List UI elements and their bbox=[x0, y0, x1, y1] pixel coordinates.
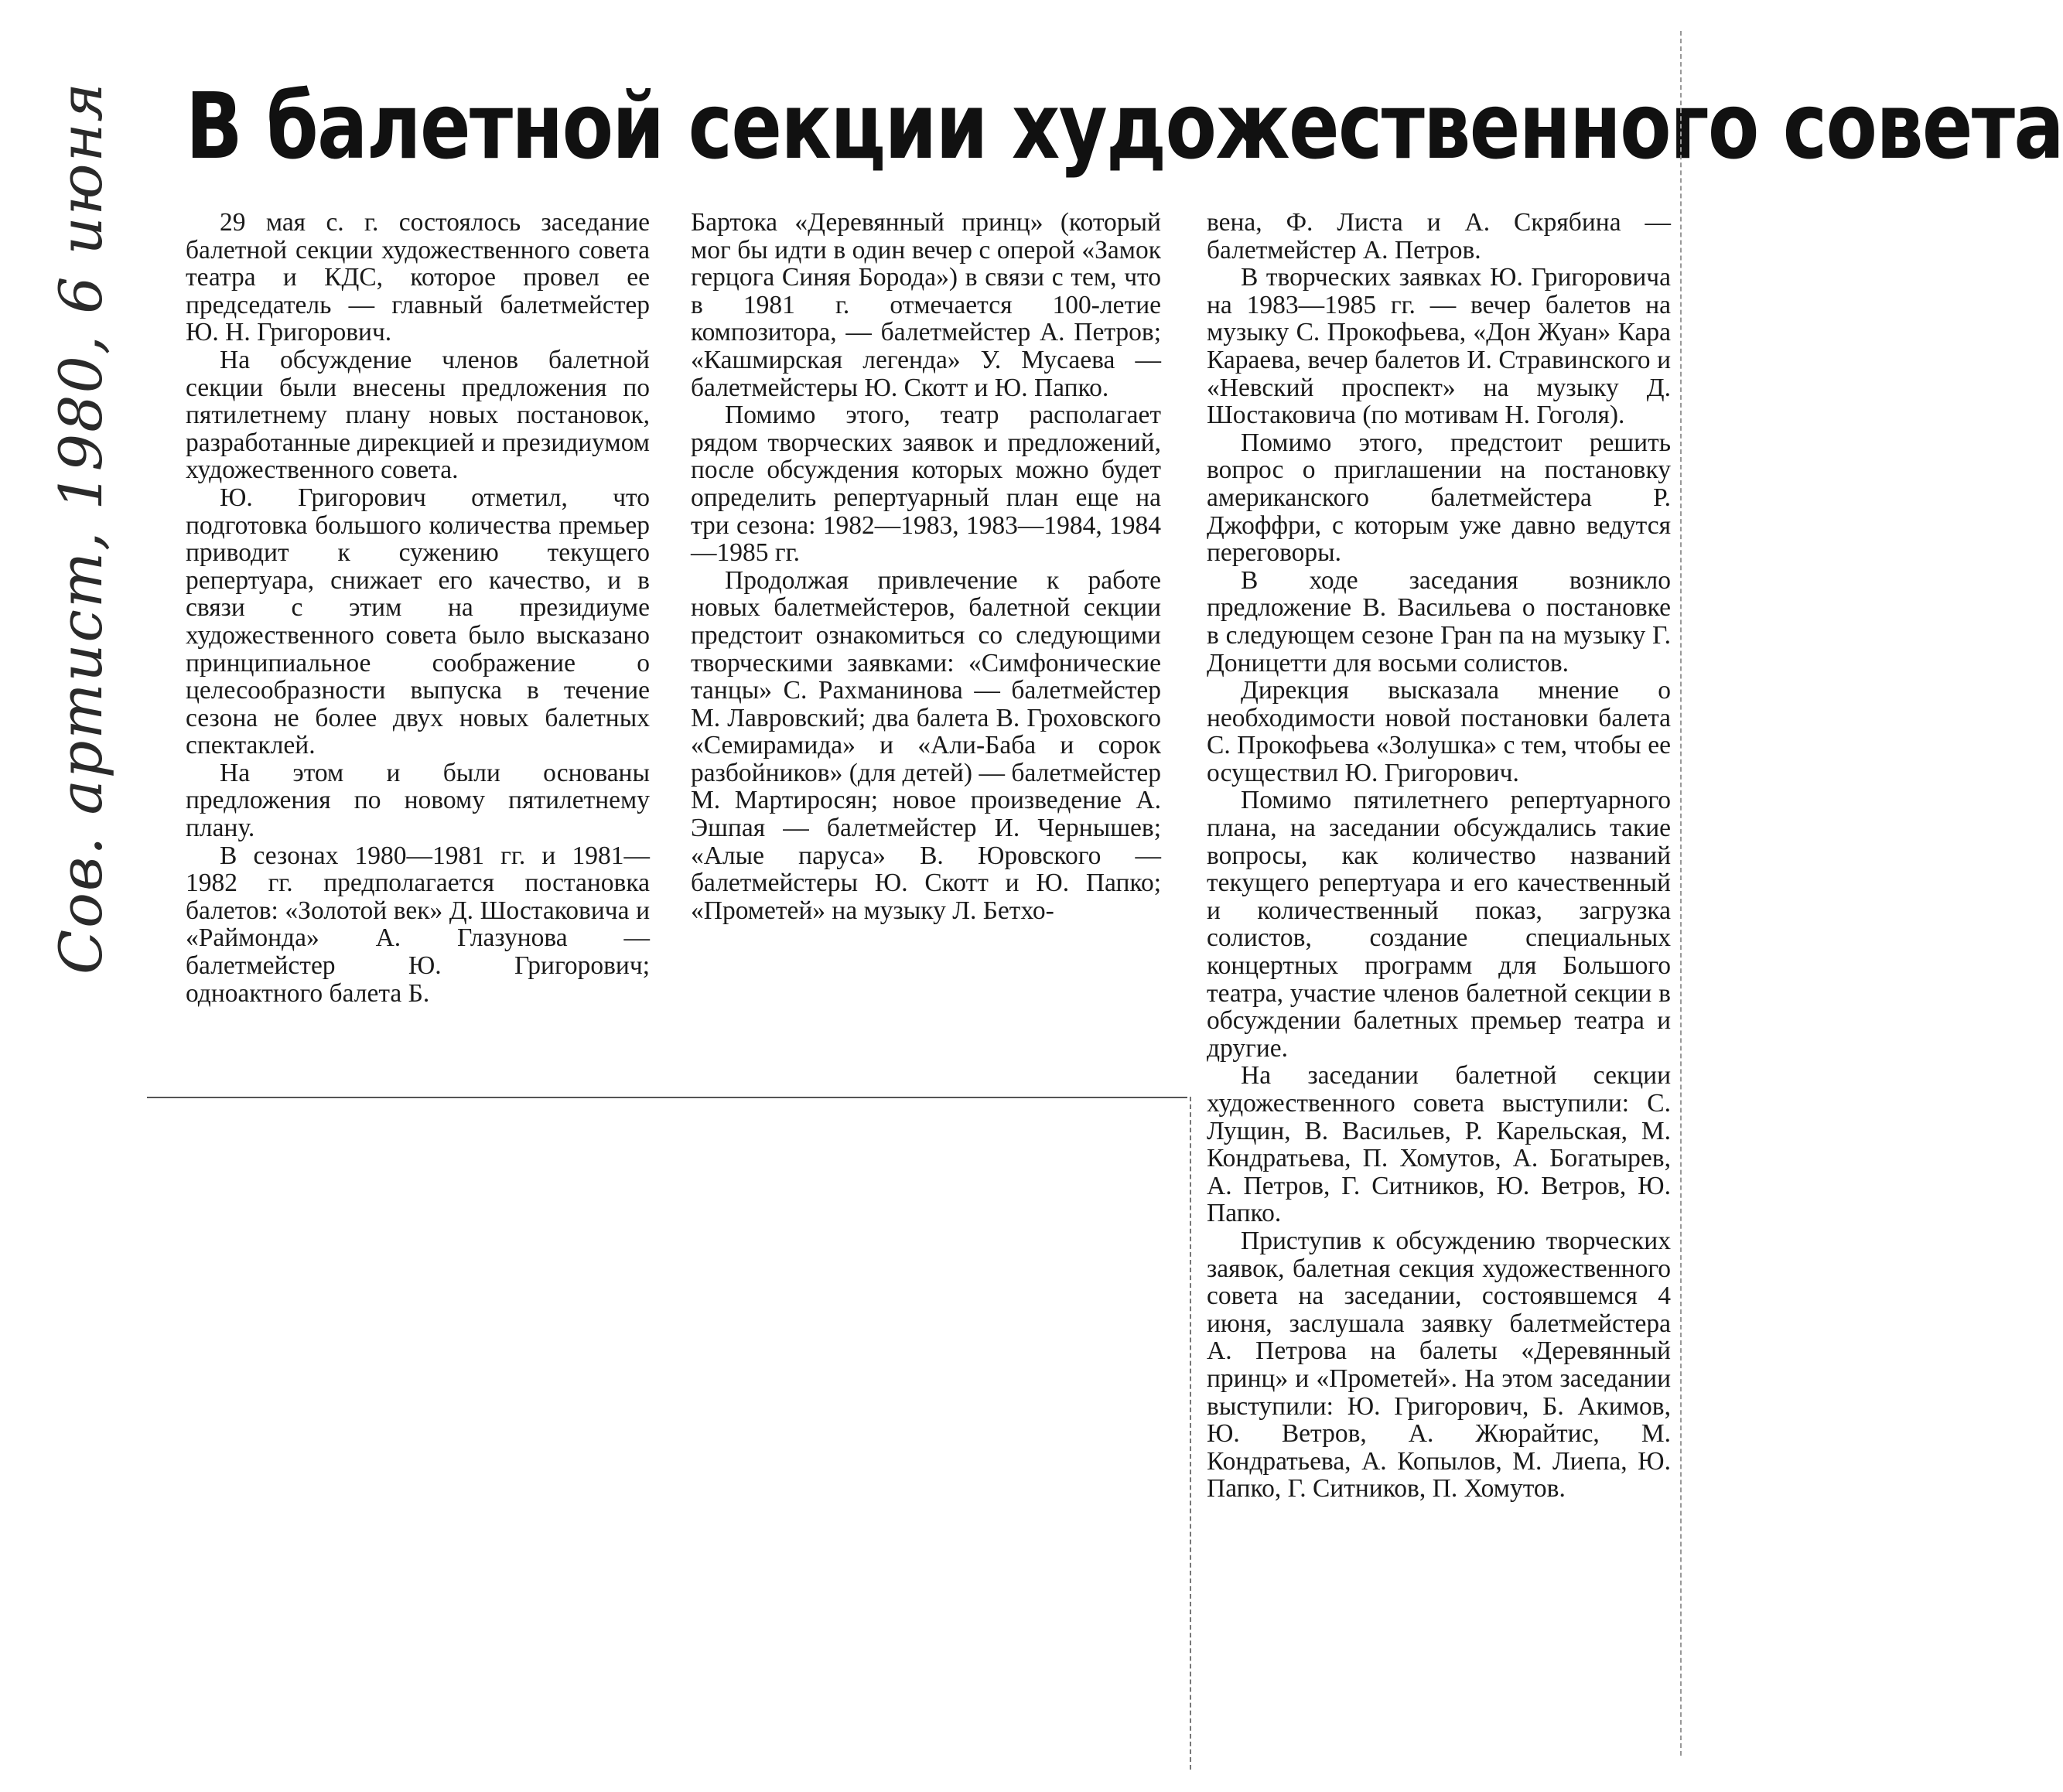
paragraph: В творческих заявках Ю. Григоровича на 1983—1985 гг. — вечер балетов на музыку С. Прокофьева, «Дон Жуан» Кара Караева, вечер балетов И. Стравинского и «Невский проспект» на музыку Д. Шостаковича (по мотивам Н. Гоголя). bbox=[1207, 263, 1671, 430]
paragraph: Приступив к обсуждению творческих заявок, балетная секция художественного совета на заседании, состоявшемся 4 июня, заслушала заявку балетмейстера А. Петрова на балеты «Деревянный принц» и «Прометей». На этом заседании выступили: Ю. Григорович, Б. Акимов, Ю. Ветров, А. Жюрайтис, М. Кондратьева, А. Копылов, М. Лиепа, Ю. Папко, Г. Ситников, П. Хомутов. bbox=[1207, 1226, 1671, 1504]
paragraph: В сезонах 1980—1981 гг. и 1981—1982 гг. предполагается постановка балетов: «Золотой век» Д. Шостаковича и «Раймонда» А. Глазунова — балетмейстер Ю. Григорович; одноактного балета Б. bbox=[186, 841, 650, 1008]
paragraph: На обсуждение членов балетной секции были внесены предложения по пятилетнему плану новых постановок, разработанные дирекцией и президиумом художественного совета. bbox=[186, 345, 650, 485]
handwritten-source-note: Сов. артист, 1980, 6 июня bbox=[46, 81, 115, 975]
paragraph: На заседании балетной секции художественного совета выступили: С. Лущин, В. Васильев, Р. Карельская, М. Кондратьева, П. Хомутов, А. Богатырев, А. Петров, Г. Ситников, Ю. Ветров, Ю. Папко. bbox=[1207, 1061, 1671, 1228]
paragraph: Помимо пятилетнего репертуарного плана, на заседании обсуждались такие вопросы, как количество названий текущего репертуара и его качественный и количественный показ, загрузка солистов, создание специальных концертных программ для Большого театра, участие членов балетной секции в обсуждении балетных премьер театра и другие. bbox=[1207, 786, 1671, 1063]
article-column-2 bbox=[691, 209, 1161, 924]
paragraph: Дирекция высказала мнение о необходимости новой постановки балета С. Прокофьева «Золушка» с тем, чтобы ее осуществил Ю. Григорович. bbox=[1207, 676, 1671, 787]
clipping-cut-line-vertical bbox=[1190, 1097, 1191, 1770]
paragraph-continued: вена, Ф. Листа и А. Скрябина — балетмейстер А. Петров. bbox=[1207, 208, 1671, 265]
article-headline: В балетной секции художественного совета bbox=[186, 73, 2063, 179]
paragraph: Помимо этого, предстоит решить вопрос о приглашении на постановку американского балетмейстера Р. Джоффри, с которым уже давно ведутся переговоры. bbox=[1207, 428, 1671, 568]
paragraph: На этом и были основаны предложения по новому пятилетнему плану. bbox=[186, 758, 650, 843]
paragraph: Ю. Григорович отметил, что подготовка большого количества премьер приводит к сужению текущего репертуара, снижает его качество, и в связи с этим на президиуме художественного совета было высказано принципиальное соображение о целесообразности выпуска в течение сезона не более двух новых балетных спектаклей. bbox=[186, 483, 650, 760]
paragraph-continued: Бартока «Деревянный принц» (который мог бы идти в один вечер с оперой «Замок герцога Синяя Борода») в связи с тем, что в 1981 г. отмечается 100-летие композитора, — балетмейстер А. Петров; «Кашмирская легенда» У. Мусаева — балетмейстеры Ю. Скотт и Ю. Папко. bbox=[691, 208, 1161, 402]
paragraph: Продолжая привлечение к работе новых балетмейстеров, балетной секции предстоит ознакомиться со следующими творческими заявками: «Симфонические танцы» С. Рахманинова — балетмейстер М. Лавровский; два балета В. Гроховского «Семирамида» и «Али-Баба и сорок разбойников» (для детей) — балетмейстер М. Мартиросян; новое произведение А. Эшпая — балетмейстер И. Чернышев; «Алые паруса» В. Юровского — балетмейстеры Ю. Скотт и Ю. Папко; «Прометей» на музыку Л. Бетхо- bbox=[691, 565, 1161, 925]
clipping-cut-line-right bbox=[1680, 31, 1682, 1756]
paragraph: 29 мая с. г. состоялось заседание балетной секции художественного совета театра и КДС, которое провел ее председатель — главный балетмейстер Ю. Н. Григорович. bbox=[186, 208, 650, 347]
article-column-1 bbox=[186, 209, 650, 1007]
paragraph: В ходе заседания возникло предложение В. Васильева о постановке в следующем сезоне Гран па на музыку Г. Доницетти для восьми солистов. bbox=[1207, 565, 1671, 678]
article-column-3 bbox=[1207, 209, 1671, 1503]
paragraph: Помимо этого, театр располагает рядом творческих заявок и предложений, после обсуждения которых можно будет определить репертуарный план еще на три сезона: 1982—1983, 1983—1984, 1984—1985 гг. bbox=[691, 401, 1161, 568]
clipping-cut-line-horizontal bbox=[147, 1097, 1187, 1098]
